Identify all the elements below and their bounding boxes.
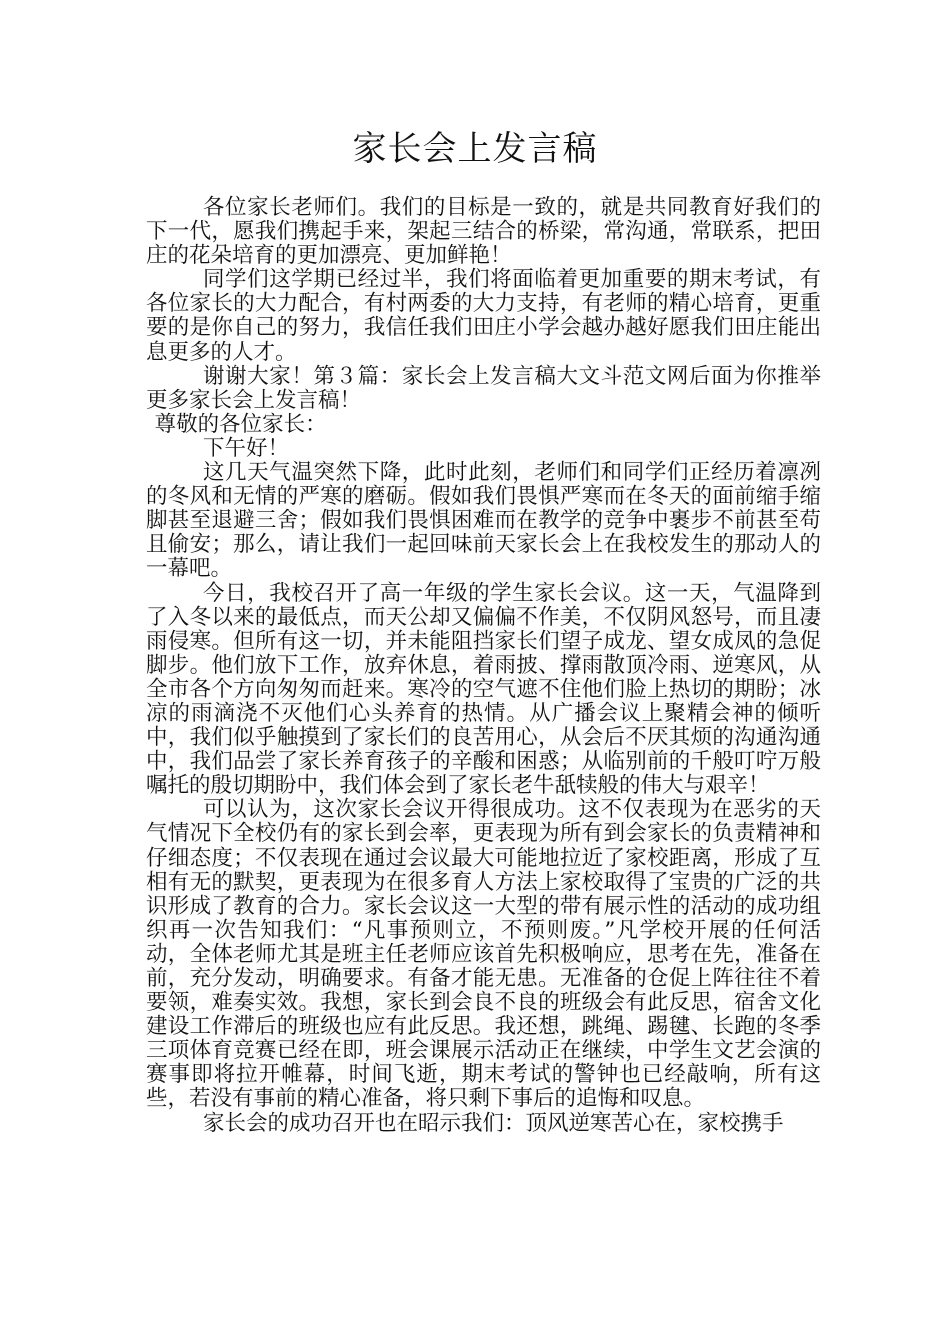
paragraph: 今日，我校召开了高一年级的学生家长会议。这一天，气温降到了入冬以来的最低点，而天公却又偏偏不作美，不仅阴风怒号，而且凄雨侵寒。但所有这一切，并未能阻挡家长们望子成龙、望女成凤的急促脚步。他们放下工作，放弃休息，着雨披、撑雨散顶冷雨、逆寒风，从全市各个方向匆匆而赶来。寒冷的空气遮不住他们脸上热切的期盼；冰凉的雨滴浇不灭他们心头养育的热情。从广播会议上聚精会神的倾听中，我们似乎触摸到了家长们的良苦用心，从会后不厌其烦的沟通沟通中，我们品尝了家长养育孩子的辛酸和困惑；从临别前的千般叮咛万般嘱托的殷切期盼中，我们体会到了家长老牛舐犊般的伟大与艰辛！ — [146, 580, 821, 799]
paragraph: 谢谢大家！第３篇：家长会上发言稿大文斗范文网后面为你推举更多家长会上发言稿！ — [146, 363, 821, 413]
document-title: 家长会上发言稿 — [352, 129, 598, 169]
paragraph: 同学们这学期已经过半，我们将面临着更加重要的期末考试，有各位家长的大力配合，有村两委的大力支持，有老师的精心培育，更重要的是你自己的努力，我信任我们田庄小学会越办越好愿我们田庄能出息更多的人才。 — [146, 267, 821, 365]
paragraph: 家长会的成功召开也在昭示我们：顶风逆寒苦心在，家校携手 — [202, 1110, 784, 1136]
document-body — [146, 196, 821, 1136]
greeting: 下午好！ — [202, 435, 289, 461]
paragraph: 可以认为，这次家长会议开得很成功。这不仅表现为在恶劣的天气情况下全校仍有的家长到会率，更表现为所有到会家长的负责精神和仔细态度；不仅表现在通过会议最大可能地拉近了家校距离，形成了互相有无的默契，更表现为在很多育人方法上家校取得了宝贵的广泛的共识形成了教育的合力。家长会议这一大型的带有展示性的活动的成功组织再一次告知我们：“凡事预则立，不预则废。”凡学校开展的任何活动，全体老师尤其是班主任老师应该首先积极响应，思考在先，准备在前，充分发动，明确要求。有备才能无患。无准备的仓促上阵往往不着要领，难奏实效。我想，家长到会良不良的班级会有此反思，宿舍文化建设工作滞后的班级也应有此反思。我还想，跳绳、踢毽、长跑的冬季三项体育竞赛已经在即，班会课展示活动正在继续，中学生文艺会演的赛事即将拉开帷幕，时间飞逝，期末考试的警钟也已经敲响，所有这些，若没有事前的精心准备，将只剩下事后的追悔和叹息。 — [146, 797, 821, 1112]
salutation: 尊敬的各位家长： — [154, 411, 327, 437]
paragraph: 各位家长老师们。我们的目标是一致的，就是共同教育好我们的下一代，愿我们携起手来，架起三结合的桥梁，常沟通，常联系，把田庄的花朵培育的更加漂亮、更加鲜艳！ — [146, 195, 821, 269]
paragraph: 这几天气温突然下降，此时此刻，老师们和同学们正经历着凛冽的冬风和无情的严寒的磨砺。假如我们畏惧严寒而在冬天的面前缩手缩脚甚至退避三舍；假如我们畏惧困难而在教学的竞争中裹步不前甚至苟且偷安；那么，请让我们一起回味前天家长会上在我校发生的那动人的一幕吧。 — [146, 460, 821, 582]
